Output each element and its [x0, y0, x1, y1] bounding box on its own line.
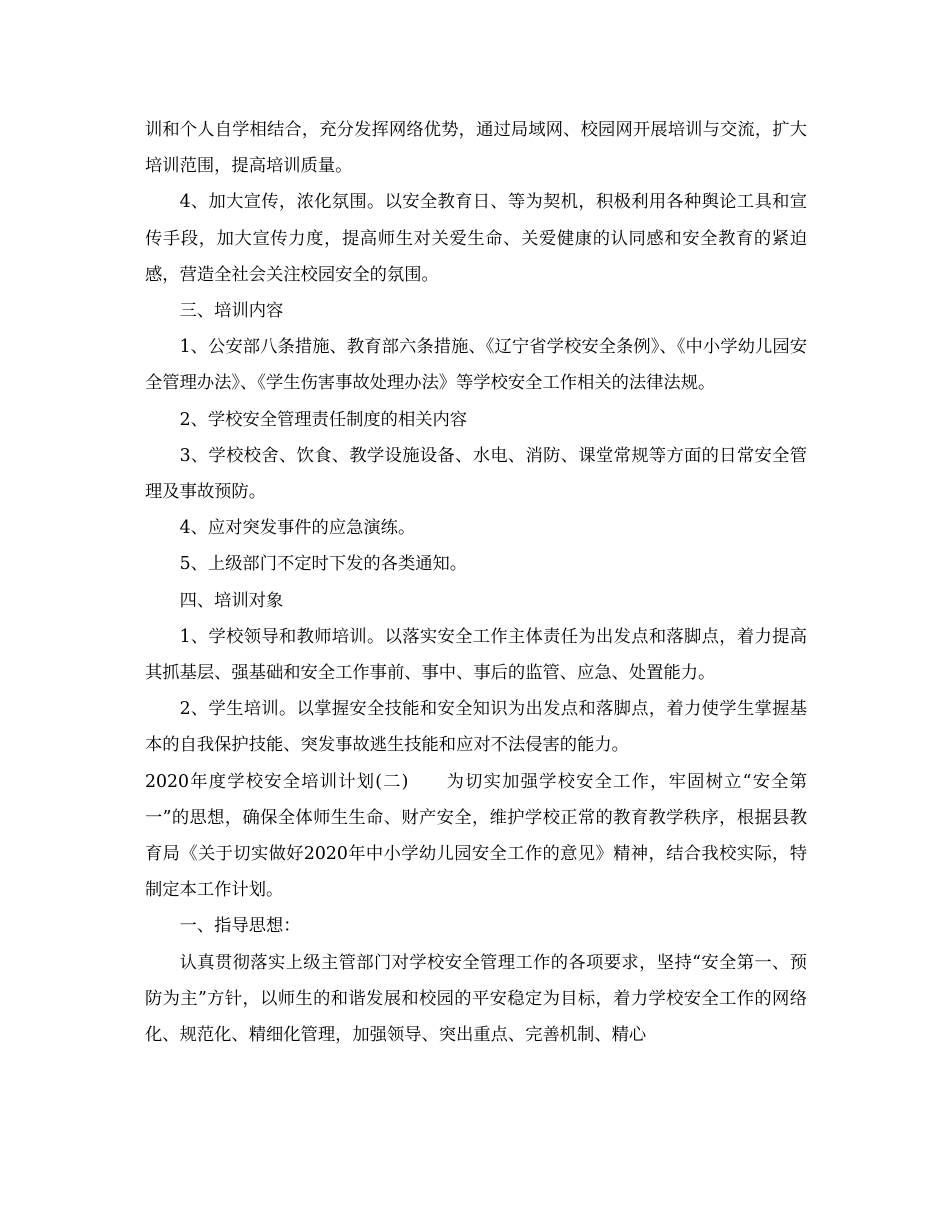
paragraph-content-item-1: 1、公安部八条措施、教育部六条措施、《辽宁省学校安全条例》、《中小学幼儿园安全管理办法》、《学生伤害事故处理办法》等学校安全工作相关的法律法规。	[145, 337, 807, 394]
paragraph-content-item-2: 2、学校安全管理责任制度的相关内容	[179, 409, 468, 430]
paragraph-content-item-4: 4、应对突发事件的应急演练。	[179, 518, 416, 539]
heading-training-content: 三、培训内容	[179, 301, 284, 322]
paragraph-guiding-ideology: 认真贯彻落实上级主管部门对学校安全管理工作的各项要求，坚持“安全第一、预防为主”方针，以师生的和谐发展和校园的平安稳定为目标，着力学校安全工作的网络化、规范化、精细化管理，加强领导、突出重点、完善机制、精心	[145, 952, 807, 1046]
heading-guiding-ideology: 一、指导思想：	[179, 916, 301, 937]
heading-training-targets: 四、培训对象	[179, 590, 284, 611]
paragraph-publicity: 4、加大宣传，浓化氛围。以安全教育日、等为契机，积极利用各种舆论工具和宣传手段，加大宣传力度，提高师生对关爱生命、关爱健康的认同感和安全教育的紧迫感，营造全社会关注校园安全的氛围。	[145, 192, 807, 285]
paragraph-target-item-2: 2、学生培训。以掌握安全技能和安全知识为出发点和落脚点，着力使学生掌握基本的自我保护技能、突发事故逃生技能和应对不法侵害的能力。	[145, 699, 807, 756]
document-body	[145, 112, 807, 1053]
paragraph-plan-two-intro: 2020年度学校安全培训计划(二) 为切实加强学校安全工作，牢固树立“安全第一”的思想，确保全体师生生命、财产安全，维护学校正常的教育教学秩序，根据县教育局《关于切实做好2020年中小学幼儿园安全工作的意见》精神，结合我校实际，特制定本工作计划。	[145, 771, 807, 901]
paragraph-content-item-5: 5、上级部门不定时下发的各类通知。	[179, 554, 468, 575]
paragraph-training-method-continued: 训和个人自学相结合，充分发挥网络优势，通过局域网、校园网开展培训与交流，扩大培训范围，提高培训质量。	[145, 120, 807, 177]
paragraph-content-item-3: 3、学校校舍、饮食、教学设施设备、水电、消防、课堂常规等方面的日常安全管理及事故预防。	[145, 445, 807, 503]
paragraph-target-item-1: 1、学校领导和教师培训。以落实安全工作主体责任为出发点和落脚点，着力提高其抓基层、强基础和安全工作事前、事中、事后的监管、应急、处置能力。	[145, 626, 807, 684]
